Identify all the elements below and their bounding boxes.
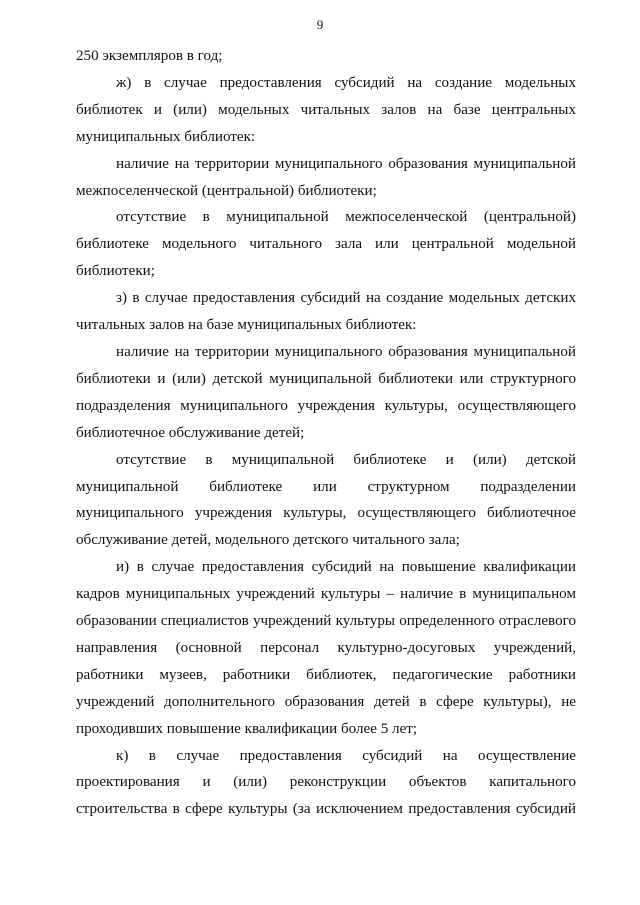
paragraph-continuation: 250 экземпляров в год; xyxy=(76,48,223,64)
paragraph-zh-condition-2: отсутствие в муниципальной межпоселенческой (центральной) библиотеке модельного читального зала или центральной модельной библиотеки; xyxy=(76,209,576,280)
document-body xyxy=(76,43,576,823)
paragraph-item-z: з) в случае предоставления субсидий на создание модельных детских читальных залов на базе муниципальных библиотек: xyxy=(76,290,576,334)
paragraph-item-zh: ж) в случае предоставления субсидий на создание модельных библиотек и (или) модельных читальных залов на базе центральных муниципальных библиотек: xyxy=(76,74,576,145)
paragraph-item-i: и) в случае предоставления субсидий на повышение квалификации кадров муниципальных учреждений культуры – наличие в муниципальном образовании специалистов учреждений культуры определенного отраслевого направления (основной персонал культурно-досуговых учреждений, работники музеев, работники библиотек, педагогические работники учреждений дополнительного образования детей в сфере культуры), не проходивших повышение квалификации более 5 лет; xyxy=(76,559,576,737)
page-number: 9 xyxy=(316,17,324,32)
paragraph-zh-condition-1: наличие на территории муниципального образования муниципальной межпоселенческой (центральной) библиотеки; xyxy=(76,155,576,199)
paragraph-item-k: к) в случае предоставления субсидий на осуществление проектирования и (или) реконструкции объектов капитального строительства в сфере культуры (за исключением предоставления субсидий xyxy=(76,747,576,818)
paragraph-z-condition-2: отсутствие в муниципальной библиотеке и (или) детской муниципальной библиотеке или структурном подразделении муниципального учреждения культуры, осуществляющего библиотечное обслуживание детей, модельного детского читального зала; xyxy=(76,451,576,549)
paragraph-z-condition-1: наличие на территории муниципального образования муниципальной библиотеки и (или) детской муниципальной библиотеки или структурного подразделения муниципального учреждения культуры, осуществляющего библиотечное обслуживание детей; xyxy=(76,343,576,441)
